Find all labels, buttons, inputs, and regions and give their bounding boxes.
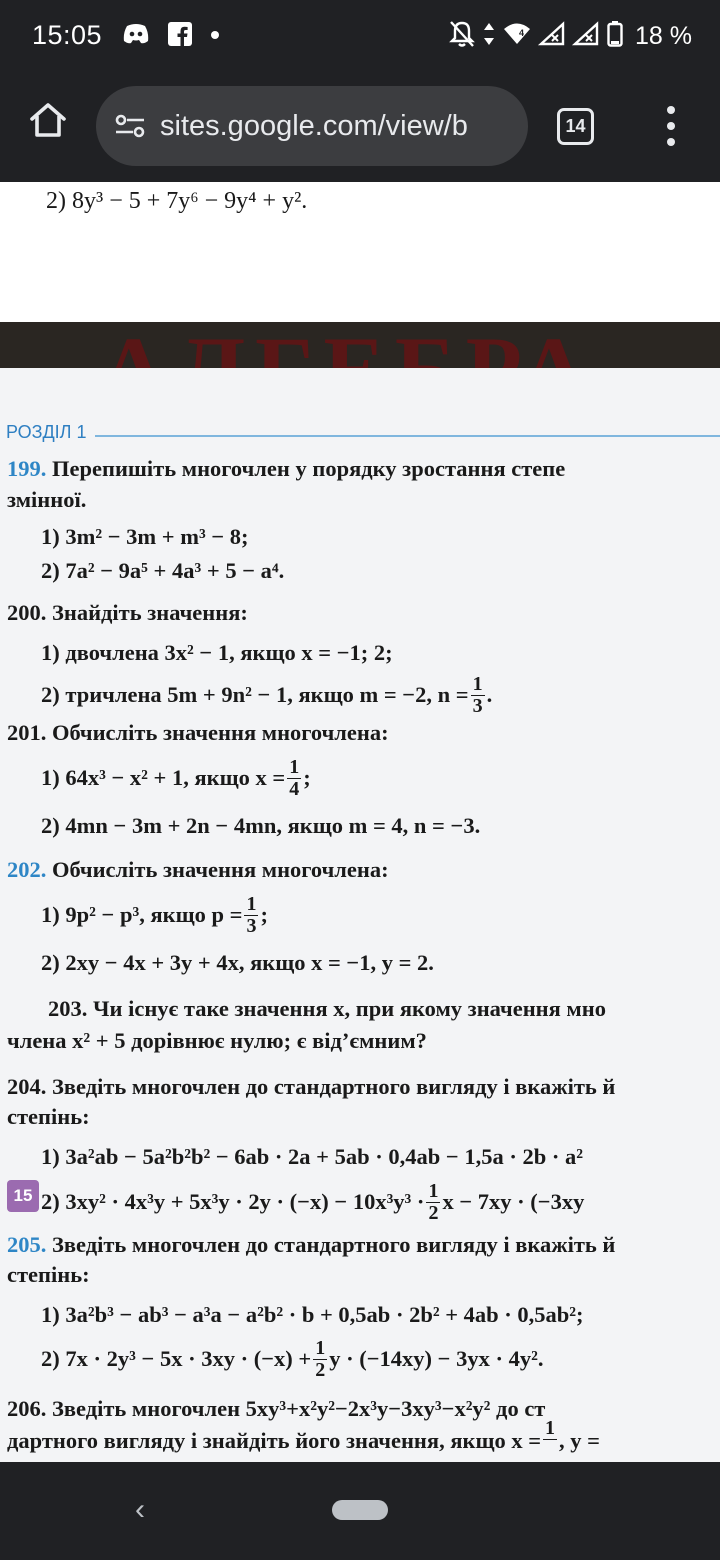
- status-bar: [0, 0, 720, 72]
- signal-icon: [539, 22, 565, 51]
- web-content[interactable]: [0, 182, 720, 1462]
- status-time: 15:05: [32, 20, 103, 50]
- problem-205-item-1: 1) 3a²b³ − ab³ − a³a − a²b² · b + 0,5ab · 2b² + 4ab · 0,5ab²;: [41, 1302, 584, 1327]
- fraction-numerator: 1: [246, 892, 257, 915]
- problem-202-heading: [7, 855, 389, 885]
- item-text: 1) 64x³ − x² + 1, якщо x =: [41, 765, 286, 790]
- problem-205-continuation: степінь:: [7, 1262, 90, 1287]
- home-button[interactable]: [24, 96, 72, 144]
- item-text-end: ;: [260, 902, 268, 927]
- fraction: [244, 894, 258, 937]
- item-text-end: x − 7xy · (−3xy: [442, 1189, 585, 1214]
- mute-icon: [449, 20, 475, 53]
- item-text-end: y · (−14xy) − 3yx · 4y².: [329, 1346, 544, 1371]
- status-left-icons: [122, 18, 220, 54]
- textbook-page: [0, 368, 720, 1462]
- section-label: РОЗДІЛ 1: [6, 422, 87, 442]
- problem-204-item-2: [41, 1174, 584, 1230]
- fraction-numerator: 1: [289, 755, 300, 778]
- overflow-menu-button[interactable]: [656, 102, 686, 150]
- book-header-band: [0, 322, 720, 368]
- facebook-icon: [168, 22, 192, 51]
- tab-switcher-button[interactable]: [557, 108, 594, 145]
- problem-text: Знайдіть значення:: [46, 600, 248, 625]
- previous-problem-line: 2) 8y³ − 5 + 7y⁶ − 9y⁴ + y².: [46, 188, 308, 214]
- problem-199-item-2: 2) 7a² − 9a⁵ + 4a³ + 5 − a⁴.: [41, 558, 285, 583]
- menu-dot-icon: [667, 106, 675, 114]
- home-gesture-pill[interactable]: [332, 1500, 388, 1520]
- back-button[interactable]: [118, 1488, 162, 1532]
- problem-text: Зведіть многочлен 5xy³+x²y²−2x³y−3xy³−x²y² до ст: [46, 1396, 546, 1421]
- problem-201-heading: [7, 718, 389, 748]
- problem-200-heading: [7, 598, 248, 628]
- fraction-numerator: 1: [472, 672, 483, 695]
- fraction: [471, 674, 485, 717]
- fraction-denominator: 2: [428, 1201, 439, 1224]
- fraction: [426, 1181, 440, 1224]
- problem-number: 200.: [7, 600, 47, 625]
- problem-200-item-1: 1) двочлена 3x² − 1, якщо x = −1; 2;: [41, 640, 393, 665]
- problem-text: Зведіть многочлен до стандартного вигляду і вкажіть й: [46, 1232, 616, 1257]
- item-text-end: ;: [303, 765, 311, 790]
- problem-204-item-1: 1) 3a²ab − 5a²b²b² − 6ab · 2a + 5ab · 0,4ab − 1,5a · 2b · a²: [41, 1144, 583, 1169]
- problem-number: 202.: [7, 857, 47, 882]
- problem-203-continuation: члена x² + 5 дорівнює нулю; є від’ємним?: [7, 1028, 427, 1053]
- signal-icon-2: [573, 22, 599, 51]
- menu-dot-icon: [667, 122, 675, 130]
- back-icon: ‹: [135, 1493, 145, 1526]
- fraction-numerator: 1: [315, 1336, 326, 1359]
- problem-number: 206.: [7, 1396, 47, 1421]
- item-text: 2) 7x · 2y³ − 5x · 3xy · (−x) +: [41, 1346, 312, 1371]
- fraction-denominator: 4: [289, 777, 300, 800]
- fraction: [287, 757, 301, 800]
- section-header: [6, 422, 720, 443]
- problem-number: 199.: [7, 456, 47, 481]
- problem-text: Чи існує таке значення x, при якому значення мно: [87, 996, 606, 1021]
- problem-202-item-2: 2) 2xy − 4x + 3y + 4x, якщо x = −1, y = 2.: [41, 950, 434, 975]
- battery-icon: [607, 21, 623, 52]
- problem-number: 203.: [48, 996, 88, 1021]
- home-icon: [28, 101, 68, 139]
- status-right-icons: [449, 18, 692, 54]
- problem-number: 204.: [7, 1074, 47, 1099]
- section-rule: [95, 435, 720, 437]
- problem-206-continuation: [7, 1417, 600, 1466]
- difficulty-badge: [7, 1180, 39, 1212]
- fraction-numerator: 1: [545, 1417, 556, 1439]
- problem-205-item-2: [41, 1330, 543, 1388]
- item-text-end: , y =: [559, 1428, 600, 1453]
- address-bar[interactable]: [96, 86, 528, 166]
- problem-199-item-1: 1) 3m² − 3m + m³ − 8;: [41, 524, 249, 549]
- item-text: 2) 3xy² · 4x³y + 5x³y · 2y · (−x) − 10x³y³ ·: [41, 1189, 425, 1214]
- problem-200-item-2: [41, 668, 492, 722]
- fraction-denominator: 3: [246, 914, 257, 937]
- item-text-end: .: [486, 682, 493, 707]
- fraction-numerator: 1: [428, 1179, 439, 1202]
- system-navigation-bar: [0, 1462, 720, 1560]
- problem-number: 205.: [7, 1232, 47, 1257]
- item-text: 2) тричлена 5m + 9n² − 1, якщо m = −2, n =: [41, 682, 469, 707]
- item-text: дартного вигляду і знайдіть його значення, якщо x =: [7, 1428, 542, 1453]
- url-text[interactable]: sites.google.com/view/b: [160, 109, 468, 142]
- data-arrows-icon: [483, 22, 495, 51]
- wifi-icon: [503, 22, 531, 51]
- fraction-denominator: 3: [472, 694, 483, 717]
- problem-text: Перепишіть многочлен у порядку зростання степе: [46, 456, 566, 481]
- tab-count: 14: [565, 116, 586, 136]
- battery-percent: 18 %: [635, 21, 692, 50]
- problem-199-continuation: змінної.: [7, 487, 87, 512]
- fraction-denominator: 2: [315, 1358, 326, 1381]
- notification-dot-icon: [210, 27, 220, 45]
- problem-204-continuation: степінь:: [7, 1104, 90, 1129]
- problem-206-heading: [7, 1394, 545, 1424]
- problem-199-heading: [7, 454, 565, 484]
- menu-dot-icon: [667, 138, 675, 146]
- fraction: [313, 1338, 327, 1381]
- problem-text: Обчисліть значення многочлена:: [46, 857, 389, 882]
- problem-202-item-1: [41, 886, 268, 944]
- problem-number: 201.: [7, 720, 47, 745]
- discord-icon: [122, 23, 150, 50]
- problem-201-item-2: 2) 4mn − 3m + 2n − 4mn, якщо m = 4, n = −3.: [41, 813, 481, 838]
- browser-toolbar: [0, 72, 720, 182]
- problem-205-heading: [7, 1230, 615, 1260]
- fraction: [543, 1418, 557, 1440]
- site-info-icon[interactable]: [114, 110, 146, 142]
- svg-text:4: 4: [519, 27, 525, 38]
- problem-201-item-1: [41, 750, 311, 806]
- problem-text: Обчисліть значення многочлена:: [46, 720, 389, 745]
- problem-text: Зведіть многочлен до стандартного вигляду і вкажіть й: [46, 1074, 616, 1099]
- problem-204-heading: [7, 1072, 615, 1102]
- problem-203-heading: [48, 994, 606, 1024]
- item-text: 1) 9p² − p³, якщо p =: [41, 902, 243, 927]
- badge-label: 15: [13, 1186, 33, 1205]
